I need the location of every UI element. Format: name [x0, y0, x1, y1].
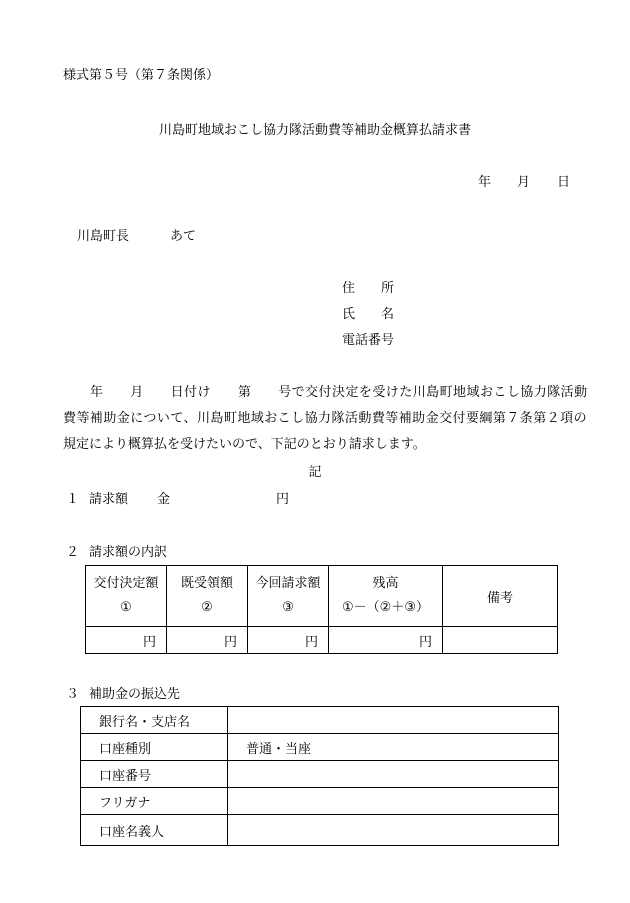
breakdown-table [85, 565, 558, 654]
bank-row [81, 707, 559, 734]
amount-cell[interactable]: 円 [167, 627, 248, 654]
body-line-3: 規定により概算払を受けたいので、下記のとおり請求します。 [63, 437, 426, 452]
header-line: ①－（②＋③） [342, 600, 429, 615]
section2-label: 請求額の内訳 [89, 545, 168, 560]
ki-mark: 記 [308, 465, 322, 480]
header-cell [248, 566, 329, 627]
section3-label: 補助金の振込先 [89, 687, 181, 702]
bank-row-label: 銀行名・支店名 [81, 707, 228, 734]
header-line: ③ [282, 600, 294, 615]
section2-number: ２ [66, 545, 80, 560]
section1-yen: 円 [276, 492, 290, 507]
bank-row-label: 口座番号 [81, 761, 228, 788]
remarks-cell[interactable] [443, 627, 558, 654]
bank-row-label: 口座名義人 [81, 815, 228, 846]
header-line: ② [201, 600, 213, 615]
amount-cell[interactable]: 円 [86, 627, 167, 654]
date-day: 日 [557, 175, 571, 190]
header-line: 備考 [486, 590, 513, 606]
date-month: 月 [517, 175, 531, 190]
addressee-suffix: あて [170, 229, 197, 244]
body-line-2: 費等補助金について、川島町地域おこし協力隊活動費等補助金交付要綱第７条第２項の [63, 411, 588, 426]
address-label: 住 所 [342, 281, 395, 296]
section1-kin: 金 [157, 492, 171, 507]
header-line: 交付決定額 [93, 576, 159, 591]
section1-label: 請求額 [89, 492, 129, 507]
body-line-1: 年 月 日付け 第 号で交付決定を受けた川島町地域おこし協力隊活動 [63, 385, 588, 400]
bank-row [81, 734, 559, 761]
form-number: 様式第５号（第７条関係） [63, 68, 220, 83]
header-cell [329, 566, 443, 627]
breakdown-amount-row [86, 627, 558, 654]
bank-row [81, 788, 559, 815]
bank-row-value[interactable]: 普通・当座 [228, 734, 559, 761]
phone-label: 電話番号 [342, 333, 395, 348]
header-line: 今回請求額 [255, 576, 321, 591]
bank-row-value[interactable] [228, 788, 559, 815]
bank-table [80, 706, 559, 846]
bank-row [81, 815, 559, 846]
section1-number: １ [66, 492, 80, 507]
header-cell [167, 566, 248, 627]
header-line: ① [120, 600, 132, 615]
bank-row-value[interactable] [228, 761, 559, 788]
header-line: 残高 [372, 576, 399, 591]
bank-row-value[interactable] [228, 707, 559, 734]
amount-cell[interactable]: 円 [248, 627, 329, 654]
addressee-name: 川島町長 [77, 229, 130, 244]
amount-cell[interactable]: 円 [329, 627, 443, 654]
bank-row [81, 761, 559, 788]
section3-number: ３ [66, 687, 80, 702]
name-label: 氏 名 [342, 307, 395, 322]
header-line: 既受領額 [180, 576, 233, 591]
date-year: 年 [478, 175, 492, 190]
bank-row-label: 口座種別 [81, 734, 228, 761]
header-cell [86, 566, 167, 627]
document-title: 川島町地域おこし協力隊活動費等補助金概算払請求書 [158, 123, 471, 138]
breakdown-header-row [86, 566, 558, 627]
bank-row-label: フリガナ [81, 788, 228, 815]
header-cell [443, 566, 558, 627]
bank-row-value[interactable] [228, 815, 559, 846]
